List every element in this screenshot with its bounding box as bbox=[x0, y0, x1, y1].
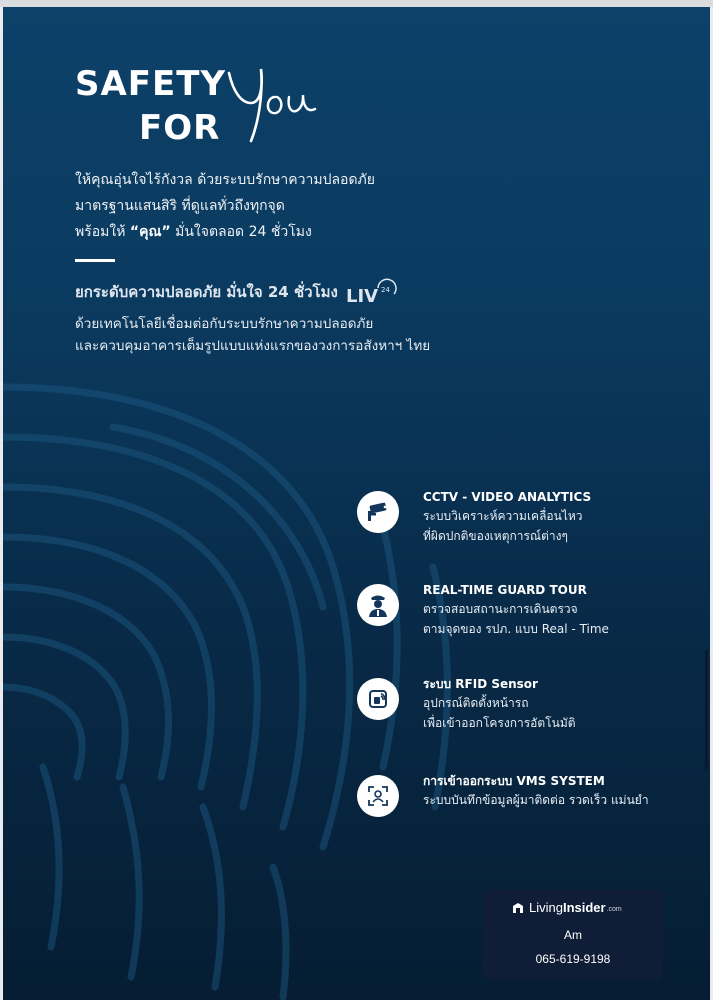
feature-guard-tour bbox=[357, 581, 677, 651]
liv24-logo-text: LIV bbox=[345, 286, 378, 307]
feature-rfid-desc-2: เพื่อเข้าออกโครงการอัตโนมัติ bbox=[423, 716, 576, 730]
livinginsider-logo-icon bbox=[511, 901, 525, 915]
agent-phone[interactable]: 065-619-9198 bbox=[535, 952, 611, 966]
agent-name: Am bbox=[564, 928, 582, 942]
feature-cctv bbox=[357, 488, 677, 558]
brand-part-1: Living bbox=[529, 900, 563, 915]
feature-rfid-desc-1: อุปกรณ์ติดตั้งหน้ารถ bbox=[423, 696, 529, 710]
feature-vms bbox=[357, 772, 677, 842]
liv24-logo bbox=[344, 276, 404, 308]
feature-vms-title: การเข้าออกระบบ VMS SYSTEM bbox=[423, 774, 605, 788]
intro-line-3-prefix: พร้อมให้ bbox=[75, 224, 130, 240]
livinginsider-badge[interactable] bbox=[483, 890, 663, 980]
section-title-text: ยกระดับความปลอดภัย มั่นใจ 24 ชั่วโมง bbox=[75, 283, 338, 301]
section-title bbox=[75, 275, 404, 309]
script-you-logo bbox=[223, 63, 323, 148]
intro-line-3 bbox=[75, 219, 495, 245]
feature-cctv-desc-1: ระบบวิเคราะห์ความเคลื่อนไหว bbox=[423, 509, 583, 523]
brand-suffix: .com bbox=[606, 906, 622, 913]
feature-cctv-desc-2: ที่ผิดปกติของเหตุการณ์ต่างๆ bbox=[423, 529, 568, 543]
section-sub-line-1: ด้วยเทคโนโลยีเชื่อมต่อกับระบบรักษาความปลอดภัย bbox=[75, 316, 374, 332]
liv24-logo-sup: 24 bbox=[380, 286, 390, 294]
feature-guard-desc-2: ตามจุดของ รปภ. แบบ Real - Time bbox=[423, 622, 609, 636]
hero-line-safety: SAFETY bbox=[75, 64, 227, 104]
safety-poster bbox=[3, 7, 710, 1000]
intro-line-2: มาตรฐานแสนสิริ ที่ดูแลทั่วถึงทุกจุด bbox=[75, 198, 285, 214]
feature-guard-desc-1: ตรวจสอบสถานะการเดินตรวจ bbox=[423, 602, 578, 616]
section-sub-line-2: และควบคุมอาคารเต็มรูปแบบแห่งแรกของวงการอสังหาฯ ไทย bbox=[75, 338, 431, 354]
section-subtitle bbox=[75, 313, 535, 357]
feature-rfid bbox=[357, 675, 677, 745]
intro-line-1: ให้คุณอุ่นใจไร้กังวล ด้วยระบบรักษาความปลอดภัย bbox=[75, 172, 375, 188]
intro-paragraph bbox=[75, 167, 495, 245]
security-guard-icon bbox=[357, 584, 399, 626]
hero-line-for: FOR bbox=[139, 108, 221, 148]
feature-cctv-title: CCTV - VIDEO ANALYTICS bbox=[423, 490, 592, 504]
intro-line-3-emphasis: “คุณ” bbox=[129, 224, 171, 240]
hero-title bbox=[75, 63, 355, 153]
feature-rfid-title: ระบบ RFID Sensor bbox=[423, 677, 538, 691]
rfid-sensor-icon bbox=[357, 678, 399, 720]
feature-vms-desc-1: ระบบบันทึกข้อมูลผู้มาติดต่อ รวดเร็ว แม่นยำ bbox=[423, 793, 649, 807]
scrollbar-thumb[interactable] bbox=[705, 650, 708, 770]
feature-guard-title: REAL-TIME GUARD TOUR bbox=[423, 583, 587, 597]
intro-line-3-suffix: มั่นใจตลอด 24 ชั่วโมง bbox=[170, 224, 312, 240]
livinginsider-brand bbox=[511, 900, 622, 915]
face-scan-icon bbox=[357, 775, 399, 817]
viewer-top-bar bbox=[0, 0, 713, 7]
brand-part-2: Insider bbox=[562, 900, 606, 915]
title-divider bbox=[75, 259, 115, 262]
cctv-camera-icon bbox=[357, 491, 399, 533]
